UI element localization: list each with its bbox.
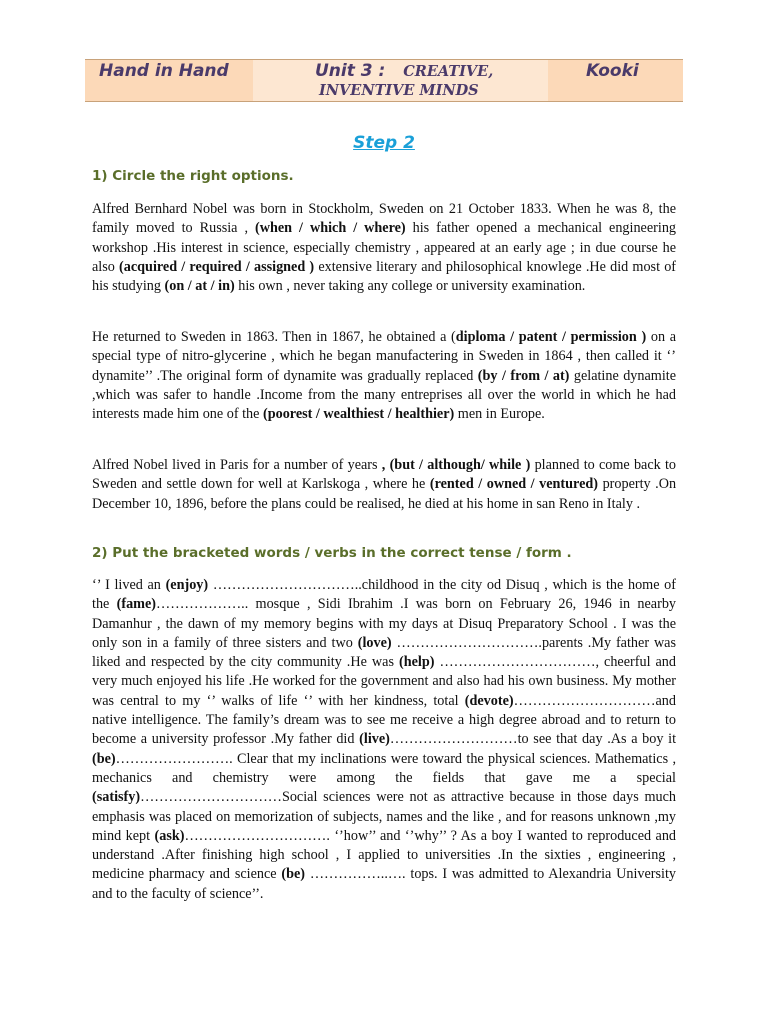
text-run: gelatine dynamite ,which was safer to handle .Income from the many entreprises all over the world in which he had interests made him one of the	[92, 367, 677, 423]
option-group[interactable]: (acquired / required / assigned )	[119, 258, 315, 275]
task1-paragraph-2	[92, 328, 676, 424]
text-run: ‘’ I lived an	[92, 577, 161, 593]
step-heading: Step 2	[353, 133, 415, 153]
verb-prompt: (live)	[359, 731, 390, 748]
text-run: Alfred Bernhard Nobel was born in Stockholm, Sweden on 21 October 1833. When he was 8, the family moved to Russia ,	[92, 201, 676, 237]
text-run: planned to come back to Sweden and settle down for well at Karlskoga , where he	[92, 457, 676, 493]
task2-instruction: 2) Put the bracketed words / verbs in the correct tense / form .	[92, 545, 572, 561]
header-cell-course	[85, 60, 253, 101]
blank-text[interactable]: …………………………..childhood in the city od Disuq , which is the home of the	[92, 577, 676, 613]
unit-title-line2: INVENTIVE MINDS	[319, 82, 479, 99]
unit-number: Unit 3 :	[315, 61, 386, 81]
option-group[interactable]: , (but / although/ while )	[381, 457, 531, 473]
task1-instruction: 1) Circle the right options.	[92, 168, 294, 184]
option-group[interactable]: (by / from / at)	[477, 367, 570, 384]
task1-paragraph-1	[92, 200, 676, 296]
header-cell-author	[548, 60, 683, 101]
header-cell-unit	[253, 60, 548, 101]
text-run: Alfred Nobel lived in Paris for a number of years	[92, 457, 378, 473]
blank-text[interactable]: …………………………and native intelligence. The family’s dream was to see me receive a high degree abroad and to return to become a university professor .My father did	[92, 692, 676, 748]
option-group[interactable]: (rented / owned / ventured)	[429, 476, 599, 493]
text-run: on a special type of nitro-glycerine , which he began manufactering in Sweden in 1864 , then called it ‘’ dynamite’’ .The original form of dynamite was gradually replaced	[92, 329, 677, 384]
blank-text[interactable]: …………………………Social sciences were not as attractive because in those days much emphasis was placed on memorization of subjects, names and the like , and for reasons unknown ,my mind kept	[92, 789, 676, 844]
option-group[interactable]: diploma / patent / permission )	[455, 329, 647, 345]
blank-text[interactable]: ……………….. mosque , Sidi Ibrahim .I was born on February 26, 1946 in nearby Damanhur , the dawn of my memory begins with my days at Disuq Preparatory School . I was the only son in a family of three sisters and two	[92, 596, 677, 651]
option-group[interactable]: (poorest / wealthiest / healthier)	[263, 406, 455, 423]
course-title: Hand in Hand	[99, 61, 229, 81]
verb-prompt: (help)	[398, 654, 435, 671]
verb-prompt: (ask)	[154, 827, 185, 844]
text-run: property .On December 10, 1896, before the plans could be realised, he died at his home in san Reno in Italy .	[92, 476, 677, 512]
blank-text[interactable]: …………………………. ‘’how’’ and ‘’why’’ ? As a boy I wanted to reproduced and understand .After finishing high school , I applied to universities .In the sixties , engineering , medicine pharmacy and science	[92, 827, 677, 883]
blank-text[interactable]: ……………………. Clear that my inclinations were toward the physical sciences. Mathematics , mechanics and chemistry were among the fields that gave me a special	[92, 750, 676, 786]
blank-text[interactable]: ……………..…. tops. I was admitted to Alexandria University and to the faculty of science’’.	[92, 866, 677, 902]
author-name: Kooki	[586, 61, 639, 81]
verb-prompt: (love)	[357, 634, 392, 651]
blank-text[interactable]: ………………………….parents .My father was liked and respected by the city community .He was	[92, 634, 677, 671]
text-run: men in Europe.	[457, 406, 545, 423]
option-group[interactable]: (on / at / in)	[164, 278, 235, 295]
option-group[interactable]: (when / which / where)	[255, 220, 406, 237]
verb-prompt: (be)	[281, 866, 306, 883]
verb-prompt: (be)	[92, 750, 116, 767]
text-run: his father opened a mechanical engineering workshop .His interest in science, especially chemistry , appeared at an early age ; in due course he also	[92, 220, 677, 275]
verb-prompt: (enjoy)	[165, 577, 209, 593]
text-run: extensive literary and philosophical knowlege .He did most of his studying	[92, 258, 677, 295]
task2-paragraph	[92, 576, 676, 904]
verb-prompt: (devote)	[464, 692, 514, 709]
task1-paragraph-3	[92, 456, 676, 514]
verb-prompt: (fame)	[116, 596, 157, 613]
text-run: He returned to Sweden in 1863. Then in 1867, he obtained a (	[92, 329, 456, 345]
text-run: his own , never taking any college or university examination.	[238, 278, 586, 295]
verb-prompt: (satisfy)	[92, 789, 141, 806]
unit-heading	[315, 60, 534, 82]
blank-text[interactable]: ……………………………, cheerful and very much enjoyed his life .He worked for the government and also had his own business. My mother was central to my ‘’ walks of life ‘’ with her kindness, total	[92, 654, 676, 709]
unit-title-line1: CREATIVE,	[403, 63, 494, 80]
blank-text[interactable]: ………………………to see that day .As a boy it	[389, 731, 677, 748]
header-table	[85, 59, 683, 102]
